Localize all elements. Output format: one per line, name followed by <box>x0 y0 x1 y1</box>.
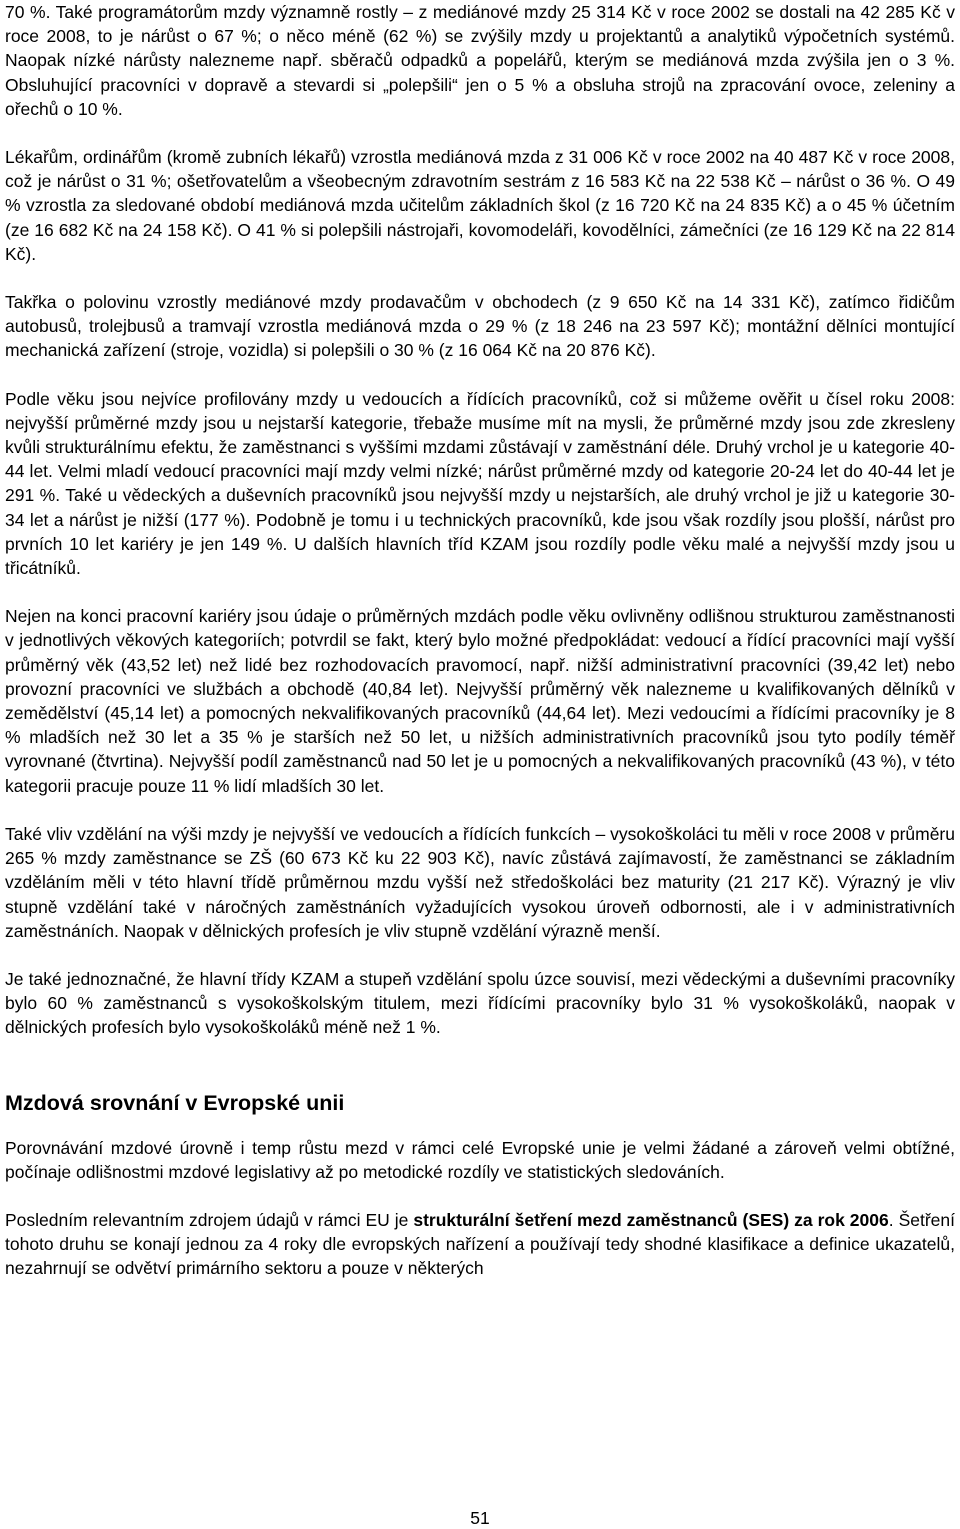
paragraph-age-profile: Podle věku jsou nejvíce profilovány mzdy u vedoucích a řídících pracovníků, což si můžeme ověřit u čísel roku 2008: nejvyšší průměrné mzdy jsou u nejstarší kategorie, třebaže musíme mít na mysli, že průměrné mzdy jsou zde zkresleny kvůli strukturálnímu efektu, že zaměstnanci s vyššími mzdami zůstávají v zaměstnání déle. Druhý vrchol je u kategorie 40-44 let. Velmi mladí vedoucí pracovníci mají mzdy velmi nízké; nárůst průměrné mzdy od kategorie 20-24 let do 40-44 let je 291 %. Také u vědeckých a duševních pracovníků jsou nejvyšší mzdy u nejstarších, ale druhý vrchol je již u kategorie 30-34 let a nárůst je nižší (177 %). Podobně je tomu i u technických pracovníků, kde jsou však rozdíly jsou plošší, nárůst pro prvních 10 let kariéry je jen 149 %. U dalších hlavních tříd KZAM jsou rozdíly podle věku malé a nejvyšší mzdy jsou u třicátníků. <box>5 388 955 579</box>
paragraph-age-structure: Nejen na konci pracovní kariéry jsou údaje o průměrných mzdách podle věku ovlivněny odlišnou strukturou zaměstnanosti v jednotlivých věkových kategoriích; potvrdil se fakt, který bylo možné předpokládat: vedoucí a řídící pracovníci mají vyšší průměrný věk (43,52 let) než lidé bez rozhodovacích pravomocí, např. nižší administrativní pracovníci (39,42 let) nebo provozní pracovníci ve službách a obchodě (40,84 let). Nejvyšší průměrný věk nalezneme u kvalifikovaných dělníků v zemědělství (45,14 let) a pomocných nekvalifikovaných pracovníků (44,64 let). Mezi vedoucími a řídícími pracovníky je 8 % mladších než 30 let a 35 % je starších než 50 let, u nižších administrativních pracovníků jsou tyto podíly téměř vyrovnané (čtvrtina). Nejvyšší podíl zaměstnanců nad 50 let je u pomocných a nekvalifikovaných pracovníků (43 %), v této kategorii pracuje pouze 11 % lidí mladších 30 let. <box>5 606 955 796</box>
paragraph-eu-comparison: Porovnávání mzdové úrovně i temp růstu mezd v rámci celé Evropské unie je velmi žádané a zároveň velmi obtížné, počínaje odlišnostmi mzdové legislativy až po metodické rozdíly ve statistických sledováních. <box>5 1137 955 1182</box>
ses-survey-bold: strukturální šetření mezd zaměstnanců (SES) za rok 2006 <box>413 1209 889 1230</box>
paragraph-ses-survey <box>5 1208 955 1281</box>
paragraph-programmers-wages: 70 %. Také programátorům mzdy významně rostly – z mediánové mzdy 25 314 Kč v roce 2002 se dostali na 42 285 Kč v roce 2008, to je nárůst o 67 %; o něco méně (62 %) se zvýšily mzdy u projektantů a analytiků výpočetních systémů. Naopak nízké nárůsty nalezneme např. sběračů odpadků a popelářů, kterým se mediánová mzda zvýšila jen o 3 %. Obsluhující pracovníci v dopravě a stevardi si „polepšili“ jen o 5 % a obsluha strojů na zpracování ovoce, zeleniny a ořechů o 10 %. <box>5 2 955 119</box>
page-number: 51 <box>470 1508 490 1528</box>
paragraph-education-effect: Také vliv vzdělání na výši mzdy je nejvyšší ve vedoucích a řídících funkcích – vysokoškoláci tu měli v roce 2008 v průměru 265 % mzdy zaměstnance se ZŠ (60 673 Kč ku 22 903 Kč), navíc zůstává zajímavostí, že zaměstnanci se základním vzděláním měli v této hlavní třídě průměrnou mzdu vyšší než středoškoláci bez maturity (21 217 Kč). Výrazný je vliv stupně vzdělání také v náročných zaměstnáních vyžadujících vysokou úroveň odbornosti, ale i v administrativních zaměstnáních. Naopak v dělnických profesích je vliv stupně vzdělání výrazně menší. <box>5 823 955 941</box>
ses-text-after: . Šetření tohoto druhu se konají jednou za 4 roky dle evropských nařízení a používají tedy shodné klasifikace a definice ukazatelů, nezahrnují se odvětví primárního sektoru a pouze v některých <box>5 1209 955 1279</box>
section-heading: Mzdová srovnání v Evropské unii <box>5 1090 345 1115</box>
paragraph-kzam-education: Je také jednoznačné, že hlavní třídy KZAM a stupeň vzdělání spolu úzce souvisí, mezi vědeckými a duševními pracovníky bylo 60 % zaměstnanců s vysokoškolským titulem, mezi řídícími pracovníky bylo 31 % vysokoškoláků, naopak v dělnických profesích bylo vysokoškoláků méně než 1 %. <box>5 968 955 1038</box>
paragraph-sales-drivers-wages: Takřka o polovinu vzrostly mediánové mzdy prodavačům v obchodech (z 9 650 Kč na 14 331 Kč), zatímco řidičům autobusů, trolejbusů a tramvají vzrostla mediánová mzda o 29 % (z 18 246 na 23 597 Kč); montážní dělníci montující mechanická zařízení (stroje, vozidla) si polepšili o 30 % (z 16 064 Kč na 20 876 Kč). <box>5 292 955 361</box>
ses-text-before: Posledním relevantním zdrojem údajů v rámci EU je <box>5 1209 414 1230</box>
paragraph-doctors-wages: Lékařům, ordinářům (kromě zubních lékařů) vzrostla mediánová mzda z 31 006 Kč v roce 2002 na 40 487 Kč v roce 2008, což je nárůst o 31 %; ošetřovatelům a všeobecným zdravotním sestrám z 16 583 Kč na 22 538 Kč – nárůst o 36 %. O 49 % vzrostla za sledované období mediánová mzda učitelům základních škol (z 16 720 Kč na 24 835 Kč) a o 45 % účetním (ze 16 682 Kč na 24 158 Kč). O 41 % si polepšili nástrojaři, kovomodeláři, kovodělníci, zámečníci (ze 16 129 Kč na 22 814 Kč). <box>5 147 955 264</box>
